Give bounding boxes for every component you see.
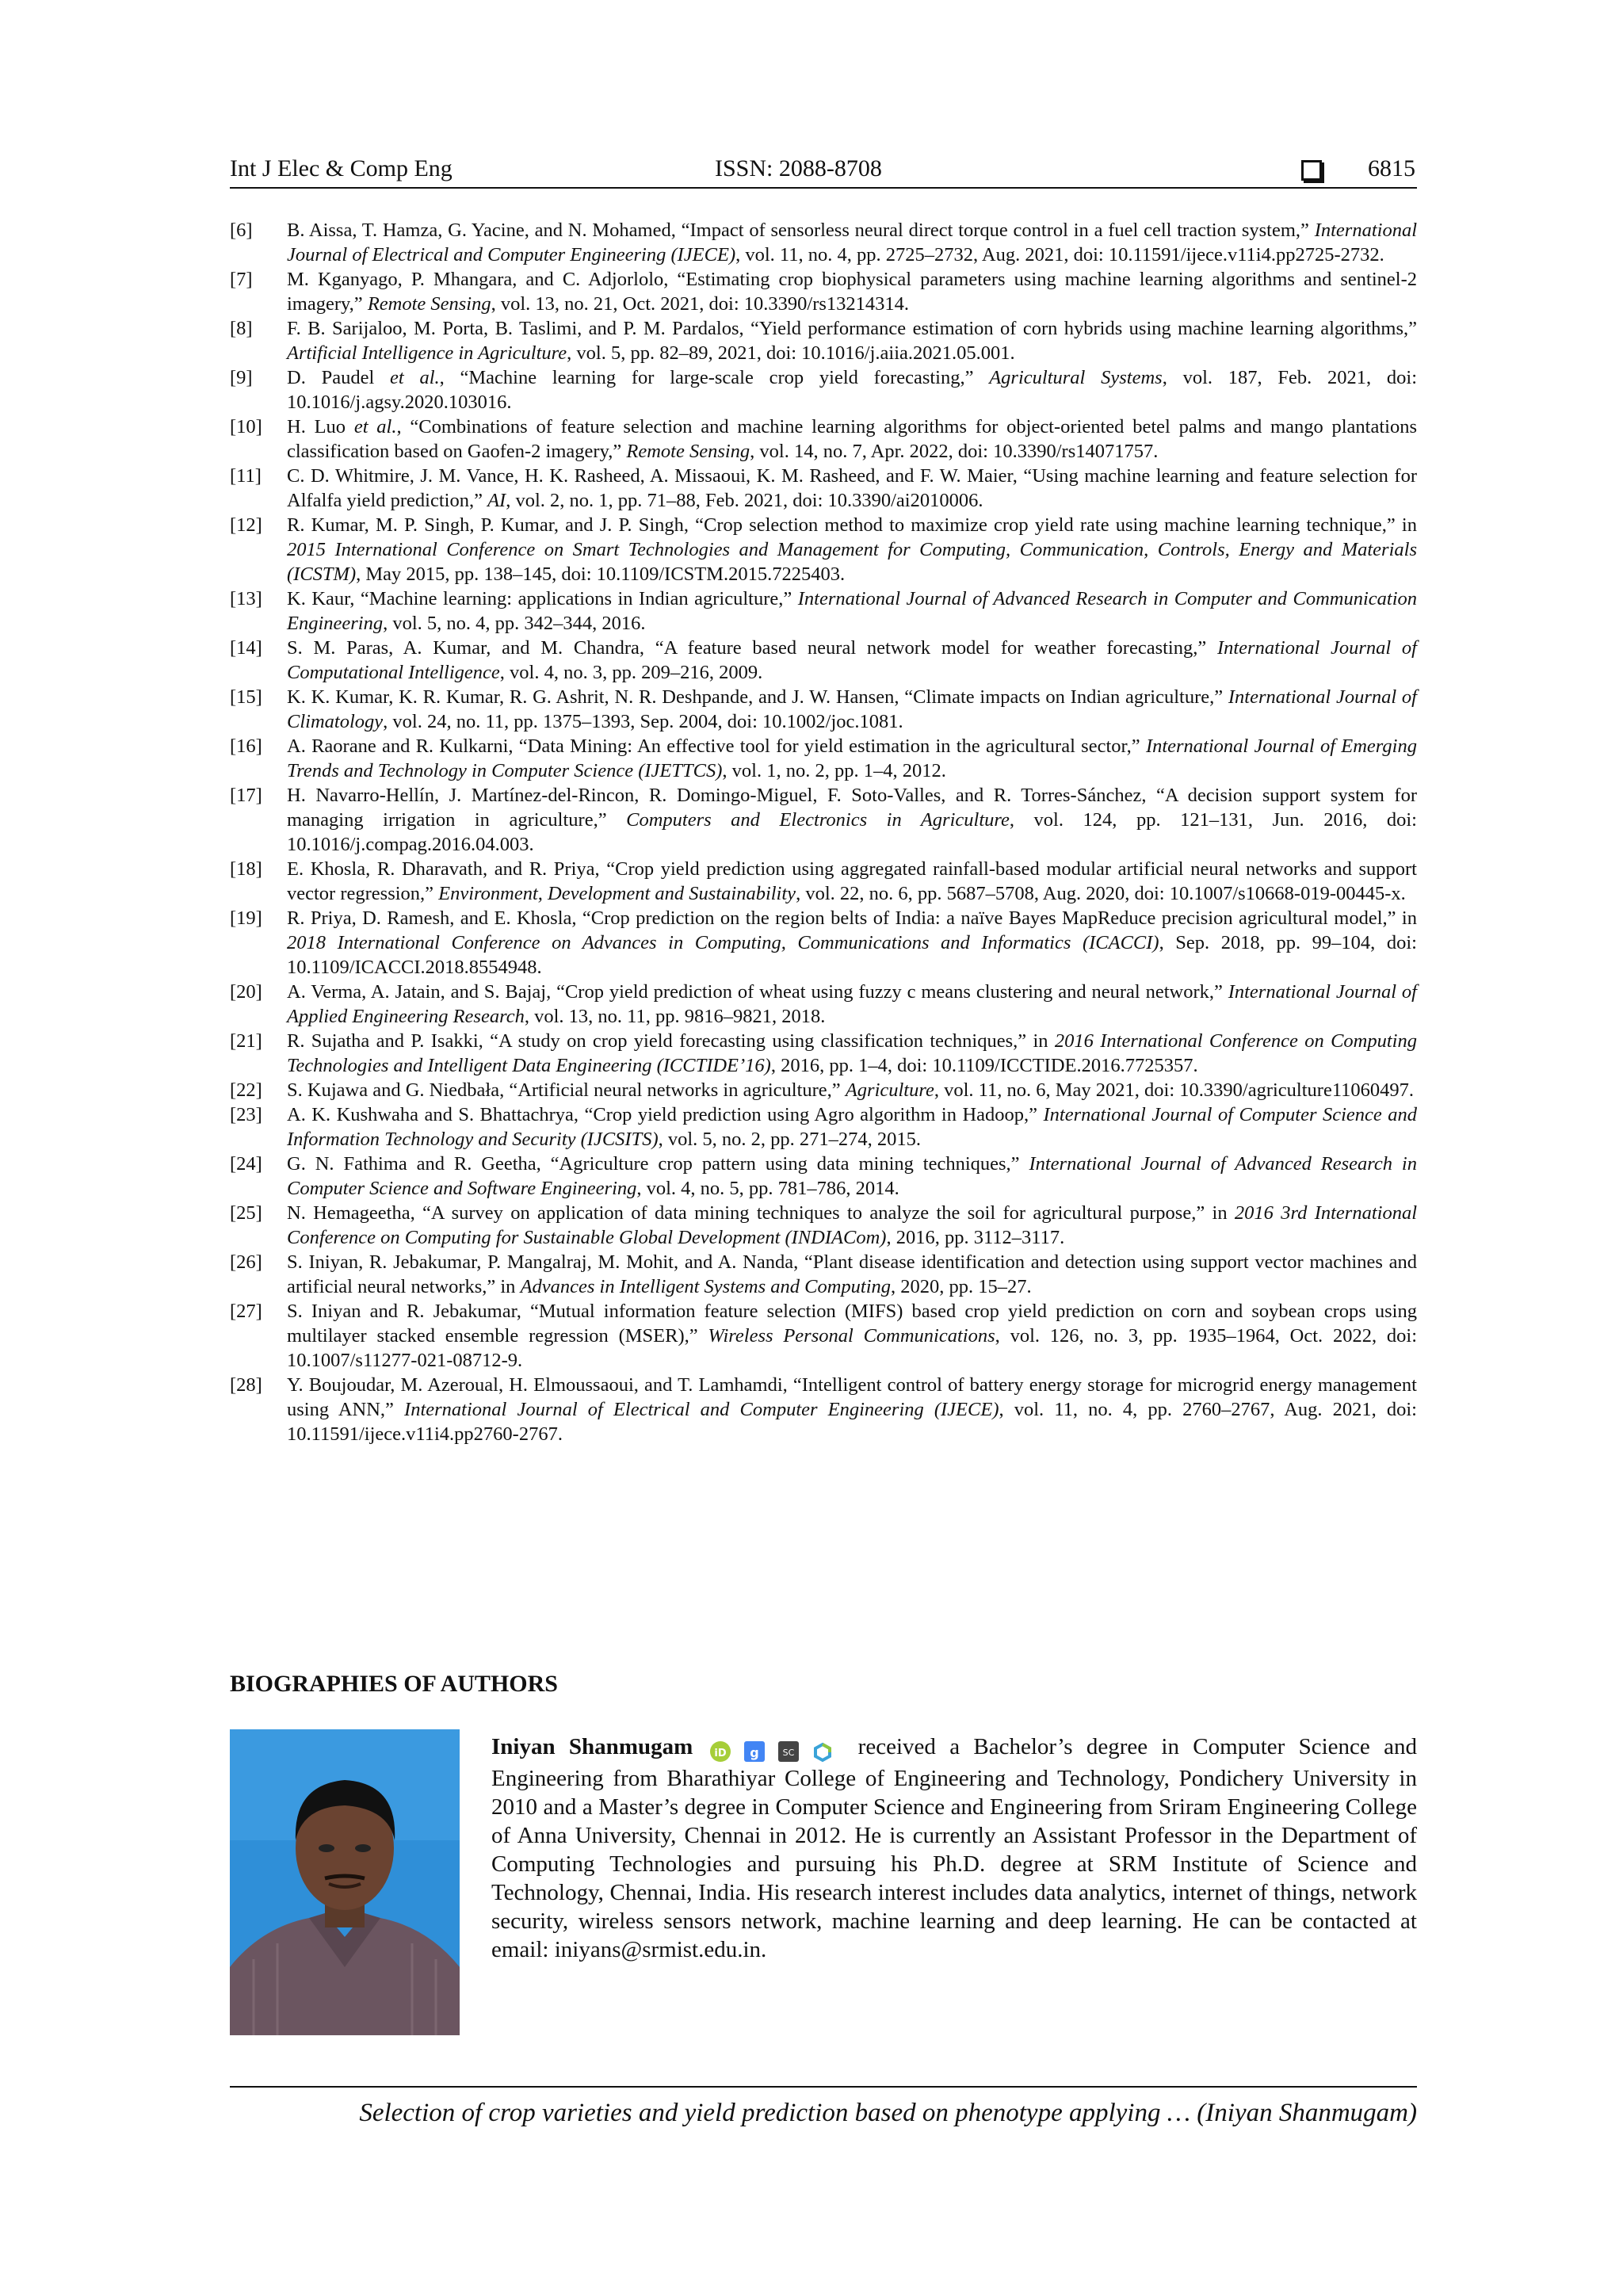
reference-text: C. D. Whitmire, J. M. Vance, H. K. Rasheed, A. Missaoui, K. M. Rasheed, and F. W. Maier, “Using machine learning and feature selection for Alfalfa yield prediction,” AI, vol. 2, no. 1, pp. 71–88, Feb. 2021, doi: 10.3390/ai2010006.	[287, 465, 1417, 511]
author-photo	[230, 1729, 460, 2035]
reference-item	[230, 906, 1417, 980]
reference-item	[230, 586, 1417, 636]
reference-text: N. Hemageetha, “A survey on application of data mining techniques to analyze the soil for agricultural purpose,” in 2016 3rd International Conference on Computing for Sustainable Global Development (INDIACom), 2016, pp. 3112–3117.	[287, 1202, 1418, 1248]
reference-text: D. Paudel et al., “Machine learning for large-scale crop yield forecasting,” Agricultural Systems, vol. 187, Feb. 2021, doi: 10.1016/j.agsy.2020.103016.	[287, 367, 1417, 413]
reference-number: [18]	[230, 858, 262, 880]
svg-text:iD: iD	[713, 1748, 727, 1760]
reference-text: A. Raorane and R. Kulkarni, “Data Mining: An effective tool for yield estimation in the agricultural sector,” International Journal of Emerging Trends and Technology in Computer Science (IJETTCS), vol. 1, no. 2, pp. 1–4, 2012.	[287, 735, 1417, 781]
author-name: Iniyan Shanmugam	[491, 1734, 693, 1759]
reference-item	[230, 365, 1417, 415]
google-scholar-icon[interactable]	[744, 1741, 765, 1762]
reference-number: [23]	[230, 1104, 262, 1125]
profile-icons	[710, 1736, 842, 1764]
publons-icon[interactable]	[812, 1741, 833, 1762]
reference-item	[230, 980, 1417, 1029]
reference-text: K. K. Kumar, K. R. Kumar, R. G. Ashrit, N. R. Deshpande, and J. W. Hansen, “Climate impacts on Indian agriculture,” International Journal of Climatology, vol. 24, no. 11, pp. 1375–1393, Sep. 2004, doi: 10.1002/joc.1081.	[287, 686, 1417, 732]
reference-number: [7]	[230, 269, 253, 290]
reference-number: [12]	[230, 514, 262, 536]
reference-number: [19]	[230, 907, 262, 929]
reference-item	[230, 857, 1417, 906]
reference-text: K. Kaur, “Machine learning: applications in Indian agriculture,” International Journal of Advanced Research in Computer and Communication Engineering, vol. 5, no. 4, pp. 342–344, 2016.	[287, 588, 1418, 634]
reference-item	[230, 1102, 1417, 1152]
footer-rule	[230, 2086, 1417, 2088]
reference-number: [13]	[230, 588, 262, 609]
checkbox-glyph-icon	[1301, 160, 1322, 181]
reference-number: [6]	[230, 220, 253, 241]
reference-number: [25]	[230, 1202, 262, 1224]
orcid-icon[interactable]	[710, 1741, 731, 1762]
reference-number: [14]	[230, 637, 262, 659]
reference-number: [20]	[230, 981, 262, 1003]
reference-item	[230, 415, 1417, 464]
reference-text: E. Khosla, R. Dharavath, and R. Priya, “Crop yield prediction using aggregated rainfall-based modular artificial neural networks and support vector regression,” Environment, Development and Sustainability, vol. 22, no. 6, pp. 5687–5708, Aug. 2020, doi: 10.1007/s10668-019-00445-x.	[287, 858, 1417, 904]
reference-number: [22]	[230, 1079, 262, 1101]
reference-item	[230, 1201, 1417, 1250]
reference-item	[230, 513, 1417, 586]
page-footer: Selection of crop varieties and yield prediction based on phenotype applying … (Iniyan Shanmugam)	[359, 2099, 1417, 2127]
reference-number: [10]	[230, 416, 262, 437]
reference-item	[230, 267, 1417, 316]
reference-number: [17]	[230, 785, 262, 806]
reference-item	[230, 734, 1417, 783]
reference-number: [8]	[230, 318, 253, 339]
reference-item	[230, 1299, 1417, 1373]
reference-text: R. Sujatha and P. Isakki, “A study on crop yield forecasting using classification techniques,” in 2016 International Conference on Computing Technologies and Intelligent Data Engineering (ICCTIDE’16), 2016, pp. 1–4, doi: 10.1109/ICCTIDE.2016.7725357.	[287, 1030, 1417, 1076]
reference-text: S. M. Paras, A. Kumar, and M. Chandra, “A feature based neural network model for weather forecasting,” International Journal of Computational Intelligence, vol. 4, no. 3, pp. 209–216, 2009.	[287, 637, 1417, 683]
reference-number: [24]	[230, 1153, 262, 1175]
header-rule	[230, 187, 1417, 189]
reference-item	[230, 218, 1417, 267]
section-title: BIOGRAPHIES OF AUTHORS	[230, 1671, 558, 1697]
reference-text: S. Iniyan, R. Jebakumar, P. Mangalraj, M. Mohit, and A. Nanda, “Plant disease identification and detection using support vector machines and artificial neural networks,” in Advances in Intelligent Systems and Computing, 2020, pp. 15–27.	[287, 1251, 1417, 1297]
svg-text:g: g	[750, 1745, 759, 1761]
reference-number: [15]	[230, 686, 262, 708]
reference-text: A. Verma, A. Jatain, and S. Bajaj, “Crop yield prediction of wheat using fuzzy c means clustering and neural network,” International Journal of Applied Engineering Research, vol. 13, no. 11, pp. 9816–9821, 2018.	[287, 981, 1417, 1027]
reference-text: F. B. Sarijaloo, M. Porta, B. Taslimi, and P. M. Pardalos, “Yield performance estimation of corn hybrids using machine learning algorithms,” Artificial Intelligence in Agriculture, vol. 5, pp. 82–89, 2021, doi: 10.1016/j.aiia.2021.05.001.	[287, 318, 1417, 364]
reference-text: H. Luo et al., “Combinations of feature selection and machine learning algorithms for object-oriented betel palms and mango plantations classification based on Gaofen-2 imagery,” Remote Sensing, vol. 14, no. 7, Apr. 2022, doi: 10.3390/rs14071757.	[287, 416, 1417, 462]
reference-text: R. Priya, D. Ramesh, and E. Khosla, “Crop prediction on the region belts of India: a naïve Bayes MapReduce precision agricultural model,” in 2018 International Conference on Advances in Computing, Communications and Informatics (ICACCI), Sep. 2018, pp. 99–104, doi: 10.1109/ICACCI.2018.8554948.	[287, 907, 1417, 978]
reference-item	[230, 1078, 1417, 1102]
reference-text: G. N. Fathima and R. Geetha, “Agriculture crop pattern using data mining techniques,” International Journal of Advanced Research in Computer Science and Software Engineering, vol. 4, no. 5, pp. 781–786, 2014.	[287, 1153, 1417, 1199]
reference-item	[230, 685, 1417, 734]
reference-list	[230, 218, 1417, 1446]
reference-text: M. Kganyago, P. Mhangara, and C. Adjorlolo, “Estimating crop biophysical parameters using machine learning algorithms and sentinel-2 imagery,” Remote Sensing, vol. 13, no. 21, Oct. 2021, doi: 10.3390/rs13214314.	[287, 269, 1417, 315]
page-number: 6815	[1368, 155, 1415, 181]
reference-number: [27]	[230, 1301, 262, 1322]
reference-number: [26]	[230, 1251, 262, 1273]
scopus-icon[interactable]	[778, 1741, 799, 1762]
reference-text: A. K. Kushwaha and S. Bhattachrya, “Crop yield prediction using Agro algorithm in Hadoop,” International Journal of Computer Science and Information Technology and Security (IJCSITS), vol. 5, no. 2, pp. 271–274, 2015.	[287, 1104, 1417, 1150]
reference-item	[230, 1152, 1417, 1201]
reference-text: S. Kujawa and G. Niedbała, “Artificial neural networks in agriculture,” Agriculture, vol. 11, no. 6, May 2021, doi: 10.3390/agriculture11060497.	[287, 1079, 1415, 1101]
svg-text:SC: SC	[782, 1748, 795, 1759]
reference-number: [11]	[230, 465, 262, 487]
reference-item	[230, 1029, 1417, 1078]
author-biography	[491, 1733, 1417, 1964]
issn: ISSN: 2088-8708	[715, 155, 882, 181]
reference-text: Y. Boujoudar, M. Azeroual, H. Elmoussaoui, and T. Lamhamdi, “Intelligent control of battery energy storage for microgrid energy management using ANN,” International Journal of Electrical and Computer Engineering (IJECE), vol. 11, no. 4, pp. 2760–2767, Aug. 2021, doi: 10.11591/ijece.v11i4.pp2760-2767.	[287, 1374, 1417, 1445]
reference-item	[230, 316, 1417, 365]
reference-item	[230, 1250, 1417, 1299]
reference-text: R. Kumar, M. P. Singh, P. Kumar, and J. P. Singh, “Crop selection method to maximize crop yield rate using machine learning technique,” in 2015 International Conference on Smart Technologies and Management for Computing, Communication, Controls, Energy and Materials (ICSTM), May 2015, pp. 138–145, doi: 10.1109/ICSTM.2015.7225403.	[287, 514, 1417, 585]
page-header	[230, 155, 1419, 187]
journal-name: Int J Elec & Comp Eng	[230, 155, 453, 181]
reference-item	[230, 783, 1417, 857]
reference-text: S. Iniyan and R. Jebakumar, “Mutual information feature selection (MIFS) based crop yield prediction on corn and soybean crops using multilayer stacked ensemble regression (MSER),” Wireless Personal Communications, vol. 126, no. 3, pp. 1935–1964, Oct. 2022, doi: 10.1007/s11277-021-08712-9.	[287, 1301, 1417, 1371]
reference-text: B. Aissa, T. Hamza, G. Yacine, and N. Mohamed, “Impact of sensorless neural direct torque control in a fuel cell traction system,” International Journal of Electrical and Computer Engineering (IJECE), vol. 11, no. 4, pp. 2725–2732, Aug. 2021, doi: 10.11591/ijece.v11i4.pp2725-2732.	[287, 220, 1417, 266]
reference-text: H. Navarro-Hellín, J. Martínez-del-Rincon, R. Domingo-Miguel, F. Soto-Valles, and R. Torres-Sánchez, “A decision support system for managing irrigation in agriculture,” Computers and Electronics in Agriculture, vol. 124, pp. 121–131, Jun. 2016, doi: 10.1016/j.compag.2016.04.003.	[287, 785, 1417, 855]
reference-item	[230, 636, 1417, 685]
reference-number: [28]	[230, 1374, 262, 1396]
reference-item	[230, 1373, 1417, 1446]
reference-number: [16]	[230, 735, 262, 757]
reference-number: [21]	[230, 1030, 262, 1052]
reference-number: [9]	[230, 367, 253, 388]
reference-item	[230, 464, 1417, 513]
bio-text: received a Bachelor’s degree in Computer Science and Engineering from Bharathiyar College of Engineering and Technology, Pondichery University in 2010 and a Master’s degree in Computer Science and Engineering from Sriram Engineering College of Anna University, Chennai in 2012. He is currently an Assistant Professor in the Department of Computing Technologies and pursuing his Ph.D. degree at SRM Institute of Science and Technology, Chennai, India. His research interest includes data analytics, internet of things, network security, wireless sensors network, machine learning and deep learning. He can be contacted at email: iniyans@srmist.edu.in.	[491, 1734, 1417, 1962]
